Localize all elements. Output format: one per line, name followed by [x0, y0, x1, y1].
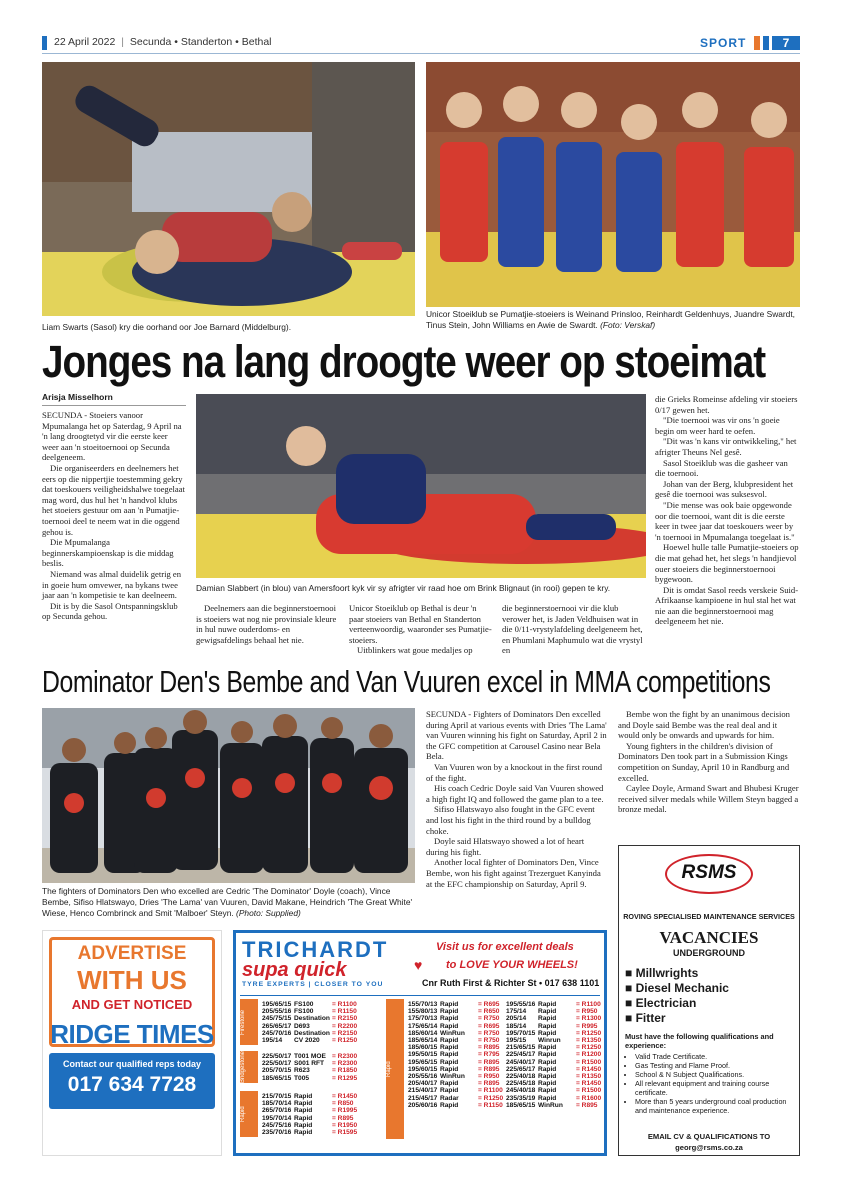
tyre-row — [506, 1015, 602, 1022]
tyre-row — [506, 1073, 602, 1080]
tyre-brand: Rapid — [440, 1080, 459, 1088]
tyre-brand: Rapid — [538, 1094, 557, 1102]
tyre-brand: Rapid — [538, 1051, 557, 1059]
tyre-size: 195/65/15 — [262, 1001, 292, 1008]
tyre-row — [262, 1023, 358, 1030]
tyre-row — [506, 1008, 602, 1015]
tyre-brand: Destination — [294, 1029, 330, 1037]
tyre-price: = R750 — [478, 1037, 500, 1045]
tyre-size: 205/70/15 — [262, 1067, 292, 1075]
tyre-price: = R2300 — [332, 1060, 358, 1068]
tyre-brand: Rapid — [440, 1051, 459, 1059]
tyre-price: = R795 — [478, 1051, 500, 1059]
tyre-brand: WinRun — [538, 1101, 563, 1109]
tyre-size: 195/70/14 — [262, 1114, 292, 1122]
paragraph: "Dit was 'n kans vir ontwikkeling," het afrigter Theuns Nel gesê. — [655, 436, 797, 457]
rsms-requirement: • Valid Trade Certificate. — [635, 1052, 795, 1061]
tyre-row — [262, 1008, 358, 1015]
paragraph: Dit is by die Sasol Ontspanningsklub op Secunda gehou. — [42, 600, 178, 622]
tyre-row — [262, 1053, 358, 1060]
article2-headline: Dominator Den's Bembe and Van Vuuren excel in MMA competitions — [42, 664, 771, 699]
paragraph: die beginnerstoernooi vir die klub verower het, is Jaden Veldhuisen wat in die 0/11-vrystylafdeling deelgeneem het, en Phumlani Maphumulo wat die vrystyl en — [502, 603, 643, 656]
paragraph: Uitblinkers wat goue medaljes op — [357, 645, 473, 656]
tyre-size: 265/65/17 — [262, 1022, 292, 1030]
tyre-size: 235/35/19 — [506, 1094, 536, 1102]
tyre-price: = R950 — [478, 1073, 500, 1081]
tyre-brand: FS100 — [294, 1001, 314, 1008]
tyre-brand: CV 2020 — [294, 1037, 320, 1045]
tyre-brand: Radar — [440, 1094, 459, 1102]
ad-sq-table-rapid-2 — [408, 1001, 504, 1109]
tyre-row — [506, 1001, 602, 1008]
page-number: 7 — [772, 36, 800, 50]
tyre-size: 195/60/15 — [408, 1065, 438, 1073]
paragraph: Doyle said Hlatswayo showed a lot of heart during his fight. — [426, 836, 585, 857]
tyre-brand: Rapid — [440, 1044, 459, 1052]
tyre-price: = R1350 — [576, 1037, 602, 1045]
paragraph: Unicor Stoeiklub op Bethal is deur 'n paar stoeiers van Bethal en Standerton verteenwoordig, waaronder ses Pumatjie-stoeiers. — [349, 603, 492, 645]
tyre-size: 205/40/17 — [408, 1080, 438, 1088]
tyre-row — [506, 1030, 602, 1037]
tyre-brand: Rapid — [538, 1087, 557, 1095]
tyre-price: = R2150 — [332, 1029, 358, 1037]
tyre-brand: Rapid — [440, 1065, 459, 1073]
tyre-row — [408, 1037, 504, 1044]
tyre-row — [262, 1001, 358, 1008]
tyre-brand: WinRun — [440, 1073, 465, 1081]
tyre-row — [506, 1080, 602, 1087]
tyre-price: = R1300 — [576, 1015, 602, 1023]
tyre-size: 215/45/17 — [408, 1094, 438, 1102]
tyre-row — [262, 1075, 358, 1082]
tyre-row — [506, 1044, 602, 1051]
tyre-size: 215/40/17 — [408, 1087, 438, 1095]
tyre-price: = R2150 — [332, 1015, 358, 1023]
tyre-brand: Rapid — [538, 1029, 557, 1037]
ad-sq-brand: supa quick — [242, 959, 347, 981]
ad-ridge-contact: Contact our qualified reps today — [62, 1059, 201, 1069]
paragraph: Deelnemers aan die beginnerstoernooi is stoeiers wat nog nie provinsiale kleure in hul nuwe ouderdoms- en gewigsafdelings behaal het nie. — [196, 603, 337, 645]
tyre-size: 155/80/13 — [408, 1008, 438, 1016]
tyre-size: 195/15 — [506, 1037, 527, 1045]
tyre-price: = R1250 — [576, 1029, 602, 1037]
rsms-requirement: • All relevant equipment and training course certificate. — [635, 1079, 795, 1097]
tyre-row — [262, 1015, 358, 1022]
tyre-row — [506, 1095, 602, 1102]
tyre-price: = R1500 — [576, 1087, 602, 1095]
tyre-price: = R1950 — [332, 1121, 358, 1129]
caption-unicor-credit: (Foto: Verskaf) — [600, 320, 656, 330]
rsms-logo: RSMS — [681, 862, 737, 883]
tyre-size: 205/14 — [506, 1015, 527, 1023]
tyre-row — [408, 1087, 504, 1094]
header-rule — [42, 53, 800, 54]
rsms-requirements — [635, 1052, 795, 1115]
tyre-brand: R623 — [294, 1067, 310, 1075]
paragraph: Sasol Stoeiklub was die gasheer van die toernooi. — [655, 457, 788, 479]
tyre-price: = R750 — [478, 1029, 500, 1037]
tyre-size: 225/50/17 — [262, 1060, 292, 1068]
rsms-title: VACANCIES — [659, 928, 759, 947]
tyre-price: = R1350 — [576, 1073, 602, 1081]
header-date: 22 April 2022 — [54, 36, 116, 48]
ad-ridge-phone[interactable]: 017 634 7728 — [67, 1073, 197, 1096]
paragraph: Van Vuuren won by a knockout in the first round of the fight. — [426, 761, 603, 783]
paragraph: Young fighters in the children's division of Dominators Den took part in a Submission Kings competition on Sunday, April 10 in Randburg and excelled. — [618, 740, 790, 783]
ad-ridge-line1: ADVERTISE — [77, 943, 187, 964]
tyre-size: 195/65/15 — [408, 1058, 438, 1066]
ad-ridge-brand: RIDGE TIMES — [50, 1019, 214, 1049]
tyre-row — [262, 1060, 358, 1067]
header-accent-bar — [42, 36, 47, 50]
tyre-brand: Rapid — [538, 1058, 557, 1066]
tyre-size: 175/70/13 — [408, 1015, 438, 1023]
tyre-row — [506, 1066, 602, 1073]
tyre-brand: Rapid — [294, 1100, 313, 1108]
rsms-jobs — [625, 966, 795, 1026]
tyre-row — [262, 1122, 358, 1129]
paragraph: SECUNDA - Fighters of Dominators Den excelled during April at various events with Dries 'The Lama' van Vuuren winning his fight on Saturday, April 2 in the GFC competition at Carousel Casino near Bela Bela. — [426, 709, 607, 762]
paragraph: Bembe won the fight by an unanimous decision and Doyle said Bembe was the real deal and it would only be onwards and upwards for him. — [618, 709, 790, 741]
ad-sq-tagline: TYRE EXPERTS | CLOSER TO YOU — [242, 981, 384, 988]
ad-sq-divider — [240, 995, 600, 996]
tyre-size: 205/55/16 — [262, 1008, 292, 1016]
tyre-row — [408, 1066, 504, 1073]
tyre-brand: Rapid — [294, 1121, 313, 1129]
tyre-size: 205/60/16 — [408, 1101, 438, 1109]
tyre-price: = R1595 — [332, 1129, 358, 1137]
tyre-brand: Rapid — [440, 1087, 459, 1095]
section-label: SPORT — [700, 36, 747, 50]
tyre-row — [262, 1093, 358, 1100]
tyre-price: = R1500 — [576, 1058, 602, 1066]
tyre-price: = R1100 — [332, 1001, 357, 1008]
paragraph: "Die mense was ook baie opgewonde oor die toernooi, want dit is die eerste keer in twee jaar dat toeskouers weer by 'n toernooi in Mpumalanga toegelaat is." — [655, 499, 795, 542]
tyre-price: = R1100 — [478, 1087, 503, 1095]
article1-col5 — [655, 394, 800, 627]
tyre-row — [506, 1023, 602, 1030]
tyre-brand: FS100 — [294, 1008, 314, 1016]
tyre-price: = R750 — [478, 1015, 500, 1023]
tyre-brand: Rapid — [440, 1015, 459, 1023]
ad-ridge-line3: AND GET NOTICED — [71, 997, 193, 1012]
paragraph: SECUNDA - Stoeiers vanoor Mpumalanga het op Saterdag, 9 April na 'n lang droogtetyd vir die eerste keer weer aan 'n stoeitoernooi op Secunda deelgeneem. — [42, 410, 182, 463]
article2-col1 — [426, 709, 608, 889]
tyre-brand: Rapid — [538, 1015, 557, 1023]
tyre-size: 195/14 — [262, 1037, 283, 1045]
ad-sq-group2-label: Bridgestone — [240, 1051, 258, 1083]
tyre-brand: Rapid — [440, 1022, 459, 1030]
article1-col1 — [42, 410, 186, 622]
ad-sq-address: Cnr Ruth First & Richter St • 017 638 1101 — [422, 978, 600, 988]
tyre-price: = R895 — [478, 1065, 500, 1073]
header-separator: | — [121, 36, 124, 48]
tyre-brand: T005 — [294, 1074, 310, 1082]
tyre-brand: Rapid — [538, 1044, 557, 1052]
tyre-size: 215/70/15 — [262, 1093, 292, 1100]
tyre-row — [408, 1030, 504, 1037]
tyre-row — [408, 1073, 504, 1080]
rsms-subtitle: ROVING SPECIALISED MAINTENANCE SERVICES — [623, 912, 795, 921]
rsms-job: ■ Millwrights — [625, 966, 699, 980]
tyre-row — [506, 1051, 602, 1058]
tyre-brand: T001 MOE — [294, 1053, 326, 1060]
tyre-row — [408, 1095, 504, 1102]
tyre-row — [506, 1037, 602, 1044]
tyre-price: = R1600 — [576, 1094, 602, 1102]
ad-sq-table-bridgestone — [262, 1053, 358, 1082]
section-orange-bar — [754, 36, 760, 50]
tyre-price: = R695 — [478, 1001, 500, 1008]
article1-col3 — [349, 603, 493, 656]
tyre-price: = R895 — [478, 1044, 500, 1052]
caption-mma-text: The fighters of Dominators Den who excelled are Cedric 'The Dominator' Doyle (coach), Vince Bembe, Sifiso Hlatswayo, Dries 'The Lama' van Vuuren, David Makane, Heindrich 'The Great White' Wiese, Henco Combrinck and Smit 'Malboer' Steyn. — [42, 886, 413, 918]
tyre-size: 245/70/16 — [262, 1029, 292, 1037]
tyre-brand: Rapid — [294, 1107, 313, 1115]
rsms-job: ■ Fitter — [625, 1011, 666, 1025]
tyre-price: = R895 — [478, 1080, 500, 1088]
tyre-brand: Rapid — [538, 1065, 557, 1073]
photo-mma-fighters — [42, 708, 415, 883]
caption-unicor — [426, 309, 800, 331]
article1-headline: Jonges na lang droogte weer op stoeimat — [42, 336, 766, 387]
tyre-price: = R650 — [478, 1008, 500, 1016]
rsms-requirement: • More than 5 years underground coal production and maintenance experience. — [635, 1097, 795, 1115]
tyre-row — [262, 1115, 358, 1122]
paragraph: Die organiseerders en deelnemers het eers op die nippertjie toestemming gekry dat toeskouers veiligheidshalwe toegelaat mag word, dus hul het 'n handvol klubs het stoeiers gestuur om aan 'n Pumatjie-toernooi deel te neem wat in die oggend gehou is. — [42, 462, 185, 537]
rsms-email-label: EMAIL CV & QUALIFICATIONS TO — [647, 1132, 771, 1141]
tyre-row — [408, 1080, 504, 1087]
tyre-size: 185/14 — [506, 1022, 527, 1030]
tyre-price: = R1450 — [332, 1093, 358, 1100]
tyre-size: 225/45/17 — [506, 1051, 536, 1059]
ad-sq-table-firestone — [262, 1001, 358, 1044]
tyre-price: = R1200 — [576, 1051, 602, 1059]
caption-liam: Liam Swarts (Sasol) kry die oorhand oor Joe Barnard (Middelburg). — [42, 322, 292, 332]
tyre-brand: Rapid — [440, 1101, 459, 1109]
tyre-row — [408, 1001, 504, 1008]
paragraph: Caylee Doyle, Armand Swart and Bhubesi Kruger received silver medals while Willem Steyn bagged a bronze medal. — [618, 783, 799, 815]
tyre-size: 225/40/18 — [506, 1073, 536, 1081]
tyre-price: = R850 — [332, 1100, 354, 1108]
tyre-price: = R2200 — [332, 1022, 358, 1030]
rsms-req-heading: Must have the following qualifications and experience: — [625, 1032, 774, 1050]
tyre-brand: Rapid — [440, 1037, 459, 1045]
tyre-size: 215/65/15 — [506, 1044, 536, 1052]
tyre-brand: Rapid — [294, 1129, 313, 1137]
heart-icon: ♥ — [414, 957, 423, 973]
tyre-brand: Rapid — [538, 1080, 557, 1088]
ad-sq-group4-label: Rapid — [386, 999, 404, 1139]
tyre-row — [262, 1037, 358, 1044]
article1-col4 — [502, 603, 646, 656]
tyre-size: 185/70/14 — [262, 1100, 292, 1108]
tyre-price: = R1450 — [576, 1065, 602, 1073]
tyre-brand: WinRun — [440, 1029, 465, 1037]
tyre-size: 245/75/16 — [262, 1121, 292, 1129]
tyre-row — [262, 1100, 358, 1107]
caption-mma — [42, 886, 415, 919]
tyre-price: = R1250 — [332, 1037, 358, 1045]
tyre-price: = R1995 — [332, 1107, 358, 1115]
tyre-price: = R695 — [478, 1022, 500, 1030]
tyre-brand: Rapid — [538, 1008, 557, 1016]
tyre-size: 185/60/15 — [408, 1044, 438, 1052]
ad-sq-table-rapid — [262, 1093, 358, 1136]
article1-col2 — [196, 603, 340, 645]
paragraph: Johan van der Berg, klubpresident het gesê die toernooi was suksesvol. — [655, 478, 794, 500]
tyre-price: = R1250 — [478, 1094, 504, 1102]
photo-wrestling-liam — [42, 62, 415, 316]
tyre-brand: S001 RFT — [294, 1060, 325, 1068]
tyre-size: 195/70/15 — [506, 1029, 536, 1037]
tyre-brand: Rapid — [440, 1001, 459, 1008]
header-location: Secunda • Standerton • Bethal — [129, 36, 272, 48]
tyre-row — [408, 1102, 504, 1109]
header-dateline — [54, 36, 272, 48]
tyre-row — [506, 1087, 602, 1094]
rsms-job: ■ Diesel Mechanic — [625, 981, 729, 995]
paragraph: "Die toernooi was vir ons 'n goeie begin om weer hard te oefen. — [655, 415, 780, 436]
tyre-size: 225/65/17 — [506, 1065, 536, 1073]
photo-unicor-team — [426, 62, 800, 307]
ad-sq-group1-label: Firestone — [240, 999, 258, 1045]
tyre-row — [408, 1051, 504, 1058]
ad-sq-slogan1: Visit us for excellent deals — [436, 941, 574, 953]
tyre-size: 245/40/18 — [506, 1087, 536, 1095]
tyre-price: = R1150 — [332, 1008, 357, 1016]
tyre-size: 185/65/15 — [506, 1101, 536, 1109]
caption-unicor-text: Unicor Stoeiklub se Pumatjie-stoeiers is Weinand Prinsloo, Reinhardt Geldenhuys, Juandre Swardt, Tinus Stein, John Williams en Awie de Swardt. — [426, 309, 795, 330]
article1-byline: Arisja Misselhorn — [42, 392, 186, 406]
tyre-size: 225/45/18 — [506, 1080, 536, 1088]
tyre-brand: Rapid — [538, 1022, 557, 1030]
paragraph: Another local fighter of Dominators Den, Vince Bembe, won his fight against Trezerguet Kanyinda at the EFC championship on Saturday, April 9. — [426, 857, 601, 889]
rsms-requirement: • School & N Subject Qualifications. — [635, 1070, 795, 1079]
tyre-brand: Destination — [294, 1015, 330, 1023]
tyre-row — [408, 1023, 504, 1030]
article2-col2 — [618, 709, 800, 815]
paragraph: Hoewel hulle talle Pumatjie-stoeiers op die mat gehad het, het slegs 'n handjievol ouer stoeiers die beginnerstoernooi bygewoon. — [655, 542, 799, 585]
caption-mma-credit: (Photo: Supplied) — [236, 908, 301, 918]
rsms-email[interactable]: georg@rsms.co.za — [675, 1143, 743, 1152]
ad-ridge-line2: WITH US — [77, 965, 187, 995]
tyre-price: = R1150 — [478, 1101, 503, 1109]
paragraph: Niemand was almal duidelik getrig en in goeie hum omvewer, na bykans twee jaar aan 'n kompetisie te kan deelneem. — [42, 568, 182, 601]
tyre-size: 195/55/16 — [506, 1001, 536, 1008]
tyre-size: 185/60/14 — [408, 1029, 438, 1037]
tyre-row — [408, 1008, 504, 1015]
tyre-size: 225/50/17 — [262, 1053, 292, 1060]
tyre-price: = R895 — [478, 1058, 500, 1066]
paragraph: His coach Cedric Doyle said Van Vuuren showed a high fight IQ and followed the game plan to a tee. — [426, 783, 604, 804]
paragraph: Dit is omdat Sasol reeds verskeie Suid-Afrikaanse kampioene in hul stal het wat nie aan die beginnerstoernooi mag deelgeneem het nie. — [655, 584, 799, 627]
tyre-brand: Rapid — [440, 1058, 459, 1066]
tyre-row — [262, 1129, 358, 1136]
tyre-size: 185/65/14 — [408, 1037, 438, 1045]
tyre-brand: Rapid — [538, 1073, 557, 1081]
tyre-size: 245/75/15 — [262, 1015, 292, 1023]
tyre-brand: Rapid — [294, 1093, 313, 1100]
tyre-price: = R1295 — [332, 1074, 358, 1082]
tyre-price: = R895 — [332, 1114, 354, 1122]
tyre-size: 195/50/15 — [408, 1051, 438, 1059]
tyre-price: = R995 — [576, 1022, 598, 1030]
tyre-brand: Rapid — [440, 1008, 459, 1016]
ad-sq-slogan2: to LOVE YOUR WHEELS! — [446, 959, 578, 971]
tyre-price: = R1250 — [576, 1044, 602, 1052]
tyre-price: = R2300 — [332, 1053, 358, 1060]
tyre-row — [262, 1030, 358, 1037]
tyre-price: = R1100 — [576, 1001, 601, 1008]
tyre-size: 265/70/16 — [262, 1107, 292, 1115]
paragraph: Sifiso Hlatswayo also fought in the GFC event and lost his fight in the third round by a bulldog choke. — [426, 804, 595, 836]
ad-ridge-times[interactable] — [42, 930, 222, 1156]
tyre-row — [408, 1059, 504, 1066]
tyre-price: = R1850 — [332, 1067, 358, 1075]
tyre-size: 175/65/14 — [408, 1022, 438, 1030]
tyre-price: = R950 — [576, 1008, 598, 1016]
tyre-size: 155/70/13 — [408, 1001, 438, 1008]
ad-sq-name: TRICHARDT — [242, 937, 389, 962]
caption-damian: Damian Slabbert (in blou) van Amersfoort kyk vir sy afrigter vir raad hoe om Brink Blignaut (in rooi) gepen te kry. — [196, 583, 611, 593]
tyre-size: 245/40/17 — [506, 1058, 536, 1066]
section-blue-bar — [763, 36, 769, 50]
tyre-brand: D693 — [294, 1022, 310, 1030]
ad-supa-quick[interactable] — [233, 930, 607, 1156]
tyre-size: 175/14 — [506, 1008, 527, 1016]
paragraph: die Grieks Romeinse afdeling vir stoeiers 0/17 gewen het. — [655, 394, 798, 415]
tyre-row — [408, 1044, 504, 1051]
tyre-size: 205/55/16 — [408, 1073, 438, 1081]
rsms-requirement: • Gas Testing and Flame Proof. — [635, 1061, 795, 1070]
tyre-row — [262, 1107, 358, 1114]
tyre-price: = R895 — [576, 1101, 598, 1109]
rsms-subtitle2: UNDERGROUND — [673, 948, 745, 958]
paragraph: Die Mpumalanga beginnerskampioenskap is die middag beslis. — [42, 537, 174, 569]
tyre-row — [506, 1059, 602, 1066]
tyre-row — [506, 1102, 602, 1109]
ad-sq-table-rapid-3 — [506, 1001, 602, 1109]
tyre-size: 235/70/16 — [262, 1129, 292, 1137]
tyre-brand: Rapid — [294, 1114, 313, 1122]
rsms-job: ■ Electrician — [625, 996, 697, 1010]
tyre-price: = R1450 — [576, 1080, 602, 1088]
tyre-row — [408, 1015, 504, 1022]
tyre-size: 185/65/15 — [262, 1074, 292, 1082]
photo-damian — [196, 394, 646, 578]
tyre-row — [262, 1067, 358, 1074]
ad-sq-group3-label: Rapid — [240, 1091, 258, 1137]
tyre-brand: Winrun — [538, 1037, 561, 1045]
ad-rsms[interactable] — [618, 845, 800, 1156]
tyre-brand: Rapid — [538, 1001, 557, 1008]
